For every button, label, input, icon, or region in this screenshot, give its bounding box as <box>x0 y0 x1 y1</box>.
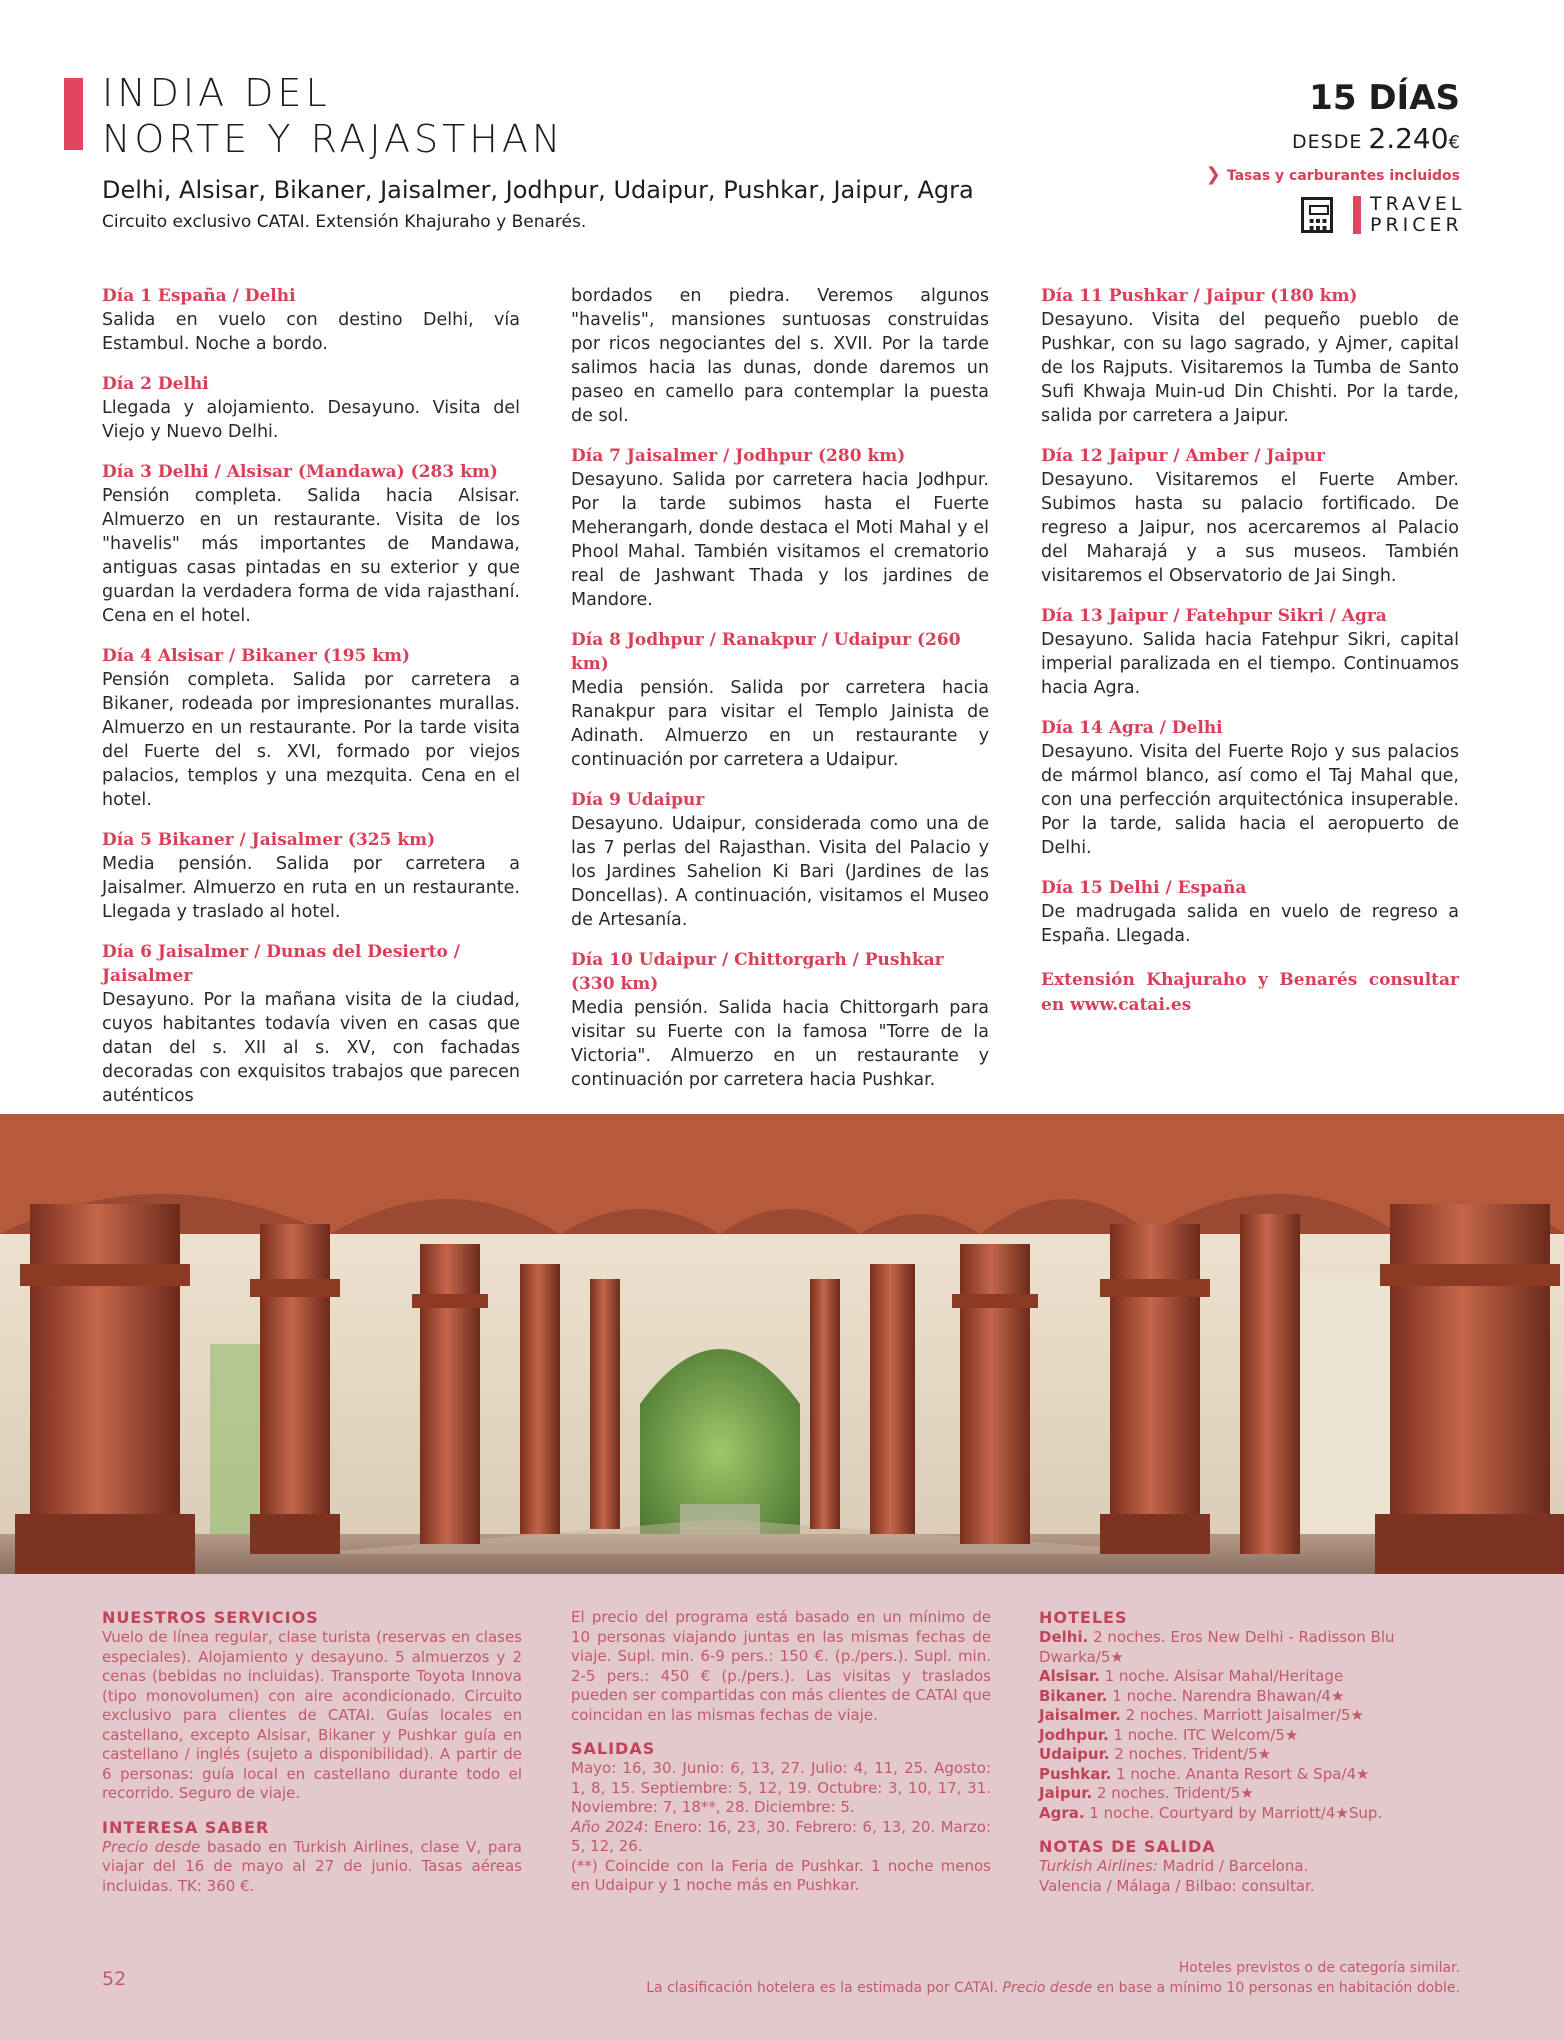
itinerary-day <box>102 372 520 444</box>
notas-airline: Turkish Airlines: <box>1039 1857 1158 1875</box>
day-text: Pensión completa. Salida por carretera a Bikaner, rodeada por impresionantes murallas. Almuerzo en un restaurante. Por la tarde visita del Fuerte del s. XVI, formado por viejos palacios, templos y una mezquita. Cena en el hotel. <box>102 670 520 810</box>
day-title: Día 7 Jaisalmer / Jodhpur (280 km) <box>571 446 906 466</box>
hotel-item <box>1039 1726 1459 1746</box>
trip-duration: 15 DÍAS <box>1309 78 1460 118</box>
itinerary-column-1 <box>102 284 520 1124</box>
itinerary-day <box>1041 444 1459 588</box>
day-text: Pensión completa. Salida hacia Alsisar. Almuerzo en un restaurante. Visita de los "havelis" más importantes de Mandawa, antiguas casas pintadas en su exterior y que guardan la verdadera forma de vida rajasthaní. Cena en el hotel. <box>102 486 520 626</box>
hotel-item <box>1039 1745 1459 1765</box>
hotel-detail: 1 noche. Courtyard by Marriott/4★Sup. <box>1084 1803 1383 1822</box>
travel-pricer-bar <box>1353 196 1361 234</box>
hotel-item <box>1039 1687 1459 1707</box>
day-title: Día 15 Delhi / España <box>1041 878 1247 898</box>
footer-note-line-1: Hoteles previstos o de categoría similar. <box>1178 1960 1460 1976</box>
page-number: 52 <box>102 1968 127 1990</box>
trip-price <box>1292 122 1460 155</box>
hotel-detail: 2 noches. Trident/5★ <box>1092 1784 1254 1802</box>
arcade-photo <box>0 1114 1564 1574</box>
hotel-city: Jaisalmer. <box>1039 1706 1121 1724</box>
hotel-detail: 1 noche. Alsisar Mahal/Heritage <box>1099 1667 1344 1685</box>
day-title: Día 1 España / Delhi <box>102 286 296 306</box>
day-text: Llegada y alojamiento. Desayuno. Visita del Viejo y Nuevo Delhi. <box>102 398 520 442</box>
footer-note-text-end: en base a mínimo 10 personas en habitación doble. <box>1092 1980 1460 1996</box>
hotel-detail: 2 noches. Eros New Delhi - Radisson Blu Dwarka/5★ <box>1039 1628 1395 1666</box>
day-text: Desayuno. Visita del pequeño pueblo de Pushkar, con su lago sagrado, y Ajmer, capital de los Rajputs. Visitaremos la Tumba de Santo Sufi Khwaja Muin-ud Din Chishti. Por la tarde, salida por carretera a Jaipur. <box>1041 310 1459 426</box>
hotel-detail: 2 noches. Trident/5★ <box>1109 1745 1272 1763</box>
hotels-heading: HOTELES <box>1039 1608 1128 1627</box>
interesa-heading: INTERESA SABER <box>102 1817 270 1837</box>
day-text: Salida en vuelo con destino Delhi, vía Estambul. Noche a bordo. <box>102 310 520 354</box>
day-title: Día 14 Agra / Delhi <box>1041 718 1223 738</box>
services-text: Vuelo de línea regular, clase turista (reservas en clases especiales). Alojamiento y desayuno. 5 almuerzos y 2 cenas (bebidas no incluidas). Transporte Toyota Innova (tipo monovolumen) con aire acondicionado. Circuito exclusivo para clientes de CATAI. Guías locales en castellano, excepto Alsisar, Bikaner y Pushkar guía en castellano / inglés (sujeto a disponibilidad). A partir de 6 personas: guía local en castellano durante todo el recorrido. Seguro de viaje. <box>102 1628 522 1802</box>
hotels-column <box>1039 1608 1459 1896</box>
footer-note <box>646 1958 1460 1998</box>
day-title: Día 13 Jaipur / Fatehpur Sikri / Agra <box>1041 606 1387 626</box>
itinerary-day <box>102 284 520 356</box>
day-title: Día 12 Jaipur / Amber / Jaipur <box>1041 446 1326 466</box>
itinerary-day <box>102 644 520 812</box>
day-text: bordados en piedra. Veremos algunos "havelis", mansiones suntuosas construidas por ricos negociantes del s. XVII. Por la tarde salimos hacia las dunas, donde daremos un paseo en camello para contemplar la puesta de sol. <box>571 286 989 426</box>
hotel-detail: 2 noches. Marriott Jaisalmer/5★ <box>1120 1706 1364 1724</box>
itinerary-day <box>571 628 989 772</box>
salidas-note: (**) Coincide con la Feria de Pushkar. 1 noche menos en Udaipur y 1 noche más en Pushkar. <box>571 1856 991 1894</box>
day-text: Desayuno. Udaipur, considerada como una de las 7 perlas del Rajasthan. Visita del Palacio y los Jardines Sahelion Ki Bari (Jardines de las Doncellas). A continuación, visitamos el Museo de Artesanía. <box>571 814 989 930</box>
hotel-item <box>1039 1765 1459 1785</box>
title-accent-bar <box>64 78 83 150</box>
salidas-2024 <box>571 1818 991 1857</box>
hotel-city: Jaipur. <box>1039 1784 1093 1802</box>
itinerary-day <box>102 828 520 924</box>
notas-heading: NOTAS DE SALIDA <box>1039 1837 1216 1856</box>
price-prefix: DESDE <box>1292 131 1363 153</box>
footer-note-line-2 <box>646 1978 1460 1998</box>
itinerary-day <box>1041 716 1459 860</box>
services-column <box>102 1608 522 1896</box>
day-title: Día 9 Udaipur <box>571 790 705 810</box>
day-text: Desayuno. Salida hacia Fatehpur Sikri, capital imperial paralizada en el tiempo. Continuamos hacia Agra. <box>1041 630 1459 698</box>
itinerary-day <box>102 460 520 628</box>
taxes-note-text: Tasas y carburantes incluidos <box>1226 168 1460 184</box>
pricing-column <box>571 1608 991 1896</box>
services-heading: NUESTROS SERVICIOS <box>102 1608 319 1627</box>
hotel-city: Alsisar. <box>1039 1667 1100 1685</box>
hotel-city: Pushkar. <box>1039 1764 1112 1783</box>
hotel-item <box>1039 1706 1459 1726</box>
chevron-right-icon: ❯ <box>1205 164 1221 185</box>
itinerary-day <box>102 940 520 1108</box>
travel-pricer-line-1: TRAVEL <box>1370 193 1466 215</box>
hotel-detail: 1 noche. Narendra Bhawan/4★ <box>1107 1686 1345 1705</box>
notas-line-2: Valencia / Málaga / Bilbao: consultar. <box>1039 1876 1315 1895</box>
day-text: Desayuno. Salida por carretera hacia Jodhpur. Por la tarde subimos hasta el Fuerte Meherangarh, donde destaca el Moti Mahal y el Phool Mahal. También visitamos el crematorio real de Jashwant Thada y los jardines de Mandore. <box>571 470 989 610</box>
day-text: Media pensión. Salida por carretera a Jaisalmer. Almuerzo en ruta en un restaurante. Llegada y traslado al hotel. <box>102 854 520 922</box>
interesa-text <box>102 1838 522 1897</box>
pricing-text: El precio del programa está basado en un mínimo de 10 personas viajando juntas en las mismas fechas de viaje. Supl. min. 6-9 pers.: 150 €. (p./pers.). Supl. min. 2-5 pers.: 450 € (p./pers.). Las visitas y traslados pueden ser compartidas con más clientes de CATAI que coincidan en las mismas fechas de viaje. <box>571 1608 991 1724</box>
salidas-heading: SALIDAS <box>571 1739 656 1758</box>
hotel-item <box>1039 1628 1459 1667</box>
itinerary-day <box>571 788 989 932</box>
route-cities: Delhi, Alsisar, Bikaner, Jaisalmer, Jodhpur, Udaipur, Pushkar, Jaipur, Agra <box>102 176 974 204</box>
route-subtitle: Circuito exclusivo CATAI. Extensión Khajuraho y Benarés. <box>102 212 587 232</box>
day-text: Desayuno. Visita del Fuerte Rojo y sus palacios de mármol blanco, así como el Taj Mahal que, con una perfección arquitectónica insuperable. Por la tarde, salida hacia el aeropuerto de Delhi. <box>1041 742 1459 858</box>
day-text: Desayuno. Por la mañana visita de la ciudad, cuyos habitantes todavía viven en casas que datan del s. XII al s. XV, con fachadas decoradas con exquisitos trabajos que parecen auténticos <box>102 990 520 1106</box>
hotel-item <box>1039 1784 1459 1804</box>
title-line-2: NORTE Y RAJASTHAN <box>102 117 565 161</box>
day-title: Día 8 Jodhpur / Ranakpur / Udaipur (260 km) <box>571 630 961 674</box>
day-title: Día 11 Pushkar / Jaipur (180 km) <box>1041 286 1358 306</box>
title-line-1: INDIA DEL <box>102 71 331 115</box>
day-title: Día 2 Delhi <box>102 374 209 394</box>
hotel-item <box>1039 1804 1459 1824</box>
hotel-city: Bikaner. <box>1039 1686 1108 1705</box>
salidas-2024-label: Año 2024 <box>571 1817 644 1836</box>
day-title: Día 3 Delhi / Alsisar (Mandawa) (283 km) <box>102 462 498 482</box>
hotel-city: Udaipur. <box>1039 1745 1110 1763</box>
hotel-city: Jodhpur. <box>1039 1725 1109 1744</box>
interesa-body: basado en Turkish Airlines, clase V, para viajar del 16 de mayo al 27 de junio. Tasas aéreas incluidas. TK: 360 €. <box>102 1837 523 1895</box>
itinerary-day <box>1041 604 1459 700</box>
itinerary-column-2 <box>571 284 989 1108</box>
hotel-city: Agra. <box>1039 1803 1085 1822</box>
itinerary-day <box>1041 284 1459 428</box>
hotel-detail: 1 noche. Ananta Resort & Spa/4★ <box>1111 1764 1370 1783</box>
itinerary-day <box>571 444 989 612</box>
price-value: 2.240 <box>1368 122 1449 155</box>
footer-note-text: La clasificación hotelera es la estimada por CATAI. <box>646 1980 1003 1996</box>
day-title: Día 6 Jaisalmer / Dunas del Desierto / Jaisalmer <box>102 942 460 986</box>
salidas-text: Mayo: 16, 30. Junio: 6, 13, 27. Julio: 4, 11, 25. Agosto: 1, 8, 15. Septiembre: 5, 12, 19. Octubre: 3, 10, 17, 31. Noviembre: 7, 18**, 28. Diciembre: 5. <box>571 1759 991 1816</box>
calculator-icon: ▪▪▪ ▪▪▪ <box>1301 197 1333 233</box>
footer-note-italic: Precio desde <box>1002 1980 1093 1996</box>
day-text: Media pensión. Salida por carretera hacia Ranakpur para visitar el Templo Jainista de Adinath. Almuerzo en un restaurante y continuación por carretera a Udaipur. <box>571 678 989 770</box>
itinerary-column-3 <box>1041 284 1459 1018</box>
price-currency: € <box>1448 132 1460 153</box>
day-title: Día 4 Alsisar / Bikaner (195 km) <box>102 646 411 666</box>
salidas-2024-text: : Enero: 16, 23, 30. Febrero: 6, 13, 20. Marzo: 5, 12, 26. <box>571 1817 992 1855</box>
hotel-item <box>1039 1667 1459 1687</box>
travel-pricer-line-2: PRICER <box>1370 214 1463 236</box>
itinerary-day <box>571 948 989 1092</box>
hotel-city: Delhi. <box>1039 1628 1089 1646</box>
taxes-note <box>1206 164 1460 185</box>
day-title: Día 10 Udaipur / Chittorgarh / Pushkar (330 km) <box>571 950 944 994</box>
day-text: Media pensión. Salida hacia Chittorgarh para visitar su Fuerte con la famosa "Torre de la Victoria". Almuerzo en un restaurante y continuación por carretera hacia Pushkar. <box>571 998 989 1090</box>
page-title <box>102 70 564 162</box>
notas-cities: Madrid / Barcelona. <box>1157 1857 1309 1875</box>
extension-note: Extensión Khajuraho y Benarés consultar en www.catai.es <box>1041 970 1459 1015</box>
notas-line-1 <box>1039 1857 1459 1877</box>
hotel-detail: 1 noche. ITC Welcom/5★ <box>1108 1725 1299 1744</box>
interesa-italic: Precio desde <box>102 1837 201 1856</box>
day-title: Día 5 Bikaner / Jaisalmer (325 km) <box>102 830 436 850</box>
day-text: De madrugada salida en vuelo de regreso a España. Llegada. <box>1041 902 1459 946</box>
travel-pricer-logo <box>1370 194 1465 236</box>
itinerary-day-continued <box>571 284 989 428</box>
itinerary-day <box>1041 876 1459 948</box>
day-text: Desayuno. Visitaremos el Fuerte Amber. Subimos hasta su palacio fortificado. De regreso a Jaipur, nos acercaremos al Palacio del Maharajá y a sus museos. También visitaremos el Observatorio de Jai Singh. <box>1041 470 1459 586</box>
